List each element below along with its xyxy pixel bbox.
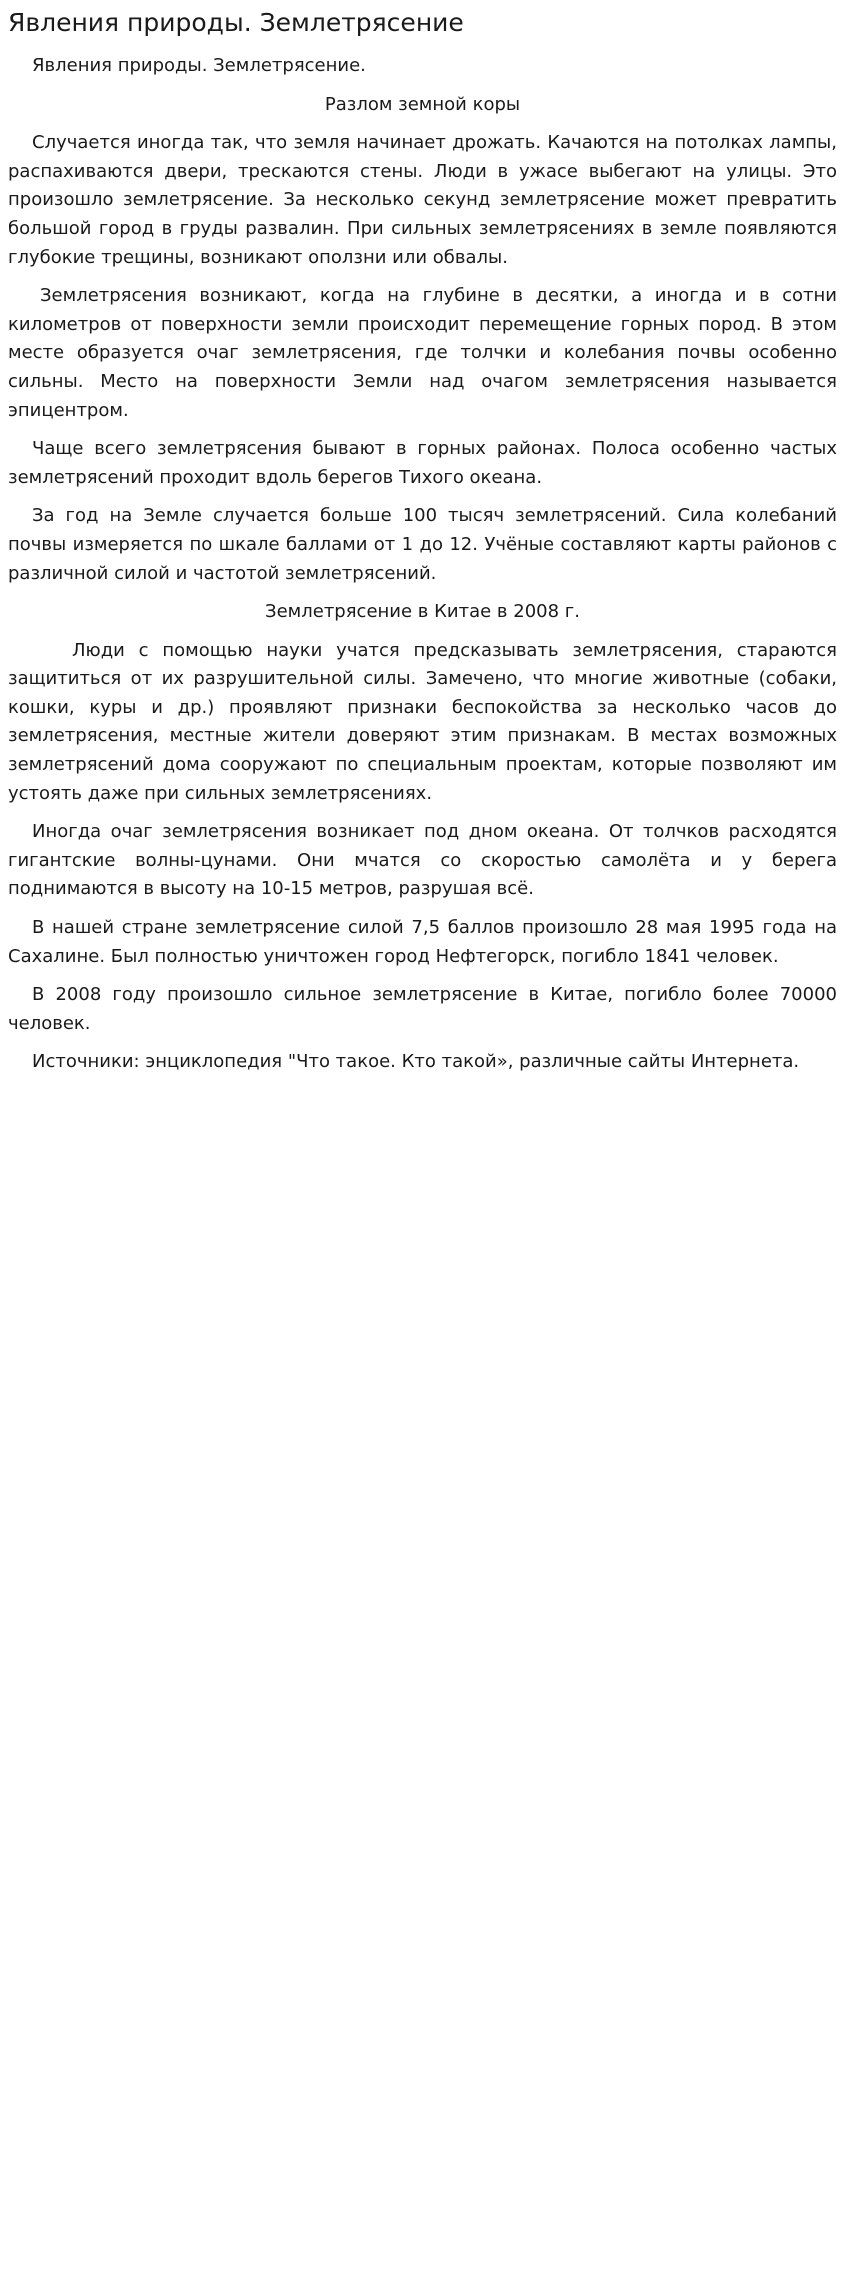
paragraph-7: В нашей стране землетрясение силой 7,5 баллов произошло 28 мая 1995 года на Сахалине. Был полностью уничтожен город Нефтегорск, погибло 1841 человек. bbox=[8, 917, 837, 967]
article-page bbox=[8, 0, 837, 1087]
paragraph-2: Землетрясения возникают, когда на глубине в десятки, а иногда и в сотни километров от поверхности земли происходит перемещение горных пород. В этом месте образуется очаг землетрясения, где толчки и колебания почвы особенно сильны. Место на поверхности Земли над очагом землетрясения называется эпицентром. bbox=[8, 285, 837, 421]
sources-note: Источники: энциклопедия "Что такое. Кто такой», различные сайты Интернета. bbox=[32, 1051, 800, 1073]
article-subtitle: Явления природы. Землетрясение. bbox=[32, 55, 366, 76]
image-caption-china: Землетрясение в Китае в 2008 г. bbox=[265, 601, 580, 623]
paragraph-3: Чаще всего землетрясения бывают в горных районах. Полоса особенно частых землетрясений проходит вдоль берегов Тихого океана. bbox=[8, 438, 837, 488]
paragraph-6: Иногда очаг землетрясения возникает под дном океана. От толчков расходятся гигантские волны-цунами. Они мчатся со скоростью самолёта и у берега поднимаются в высоту на 10-15 метров, разрушая всё. bbox=[8, 821, 837, 900]
paragraph-5: Люди с помощью науки учатся предсказывать землетрясения, стараются защититься от их разрушительной силы. Замечено, что многие животные (собаки, кошки, куры и др.) проявляют признаки беспокойства за несколько часов до землетрясения, местные жители доверяют этим признакам. В местах возможных землетрясений дома сооружают по специальным проектам, которые позволяют им устоять даже при сильных землетрясениях. bbox=[8, 639, 837, 804]
page-title: Явления природы. Землетрясение bbox=[8, 8, 464, 37]
image-caption-fault: Разлом земной коры bbox=[324, 93, 521, 115]
paragraph-1: Случается иногда так, что земля начинает дрожать. Качаются на потолках лампы, распахиваются двери, трескаются стены. Люди в ужасе выбегают на улицы. Это произошло землетрясение. За несколько секунд землетрясение может превратить большой город в груды развалин. При сильных землетрясениях в земле появляются глубокие трещины, возникают оползни или обвалы. bbox=[8, 132, 837, 268]
paragraph-8: В 2008 году произошло сильное землетрясение в Китае, погибло более 70000 человек. bbox=[8, 984, 837, 1034]
paragraph-4: За год на Земле случается больше 100 тысяч землетрясений. Сила колебаний почвы измеряется по шкале баллами от 1 до 12. Учёные составляют карты районов с различной силой и частотой землетрясений. bbox=[8, 505, 837, 584]
